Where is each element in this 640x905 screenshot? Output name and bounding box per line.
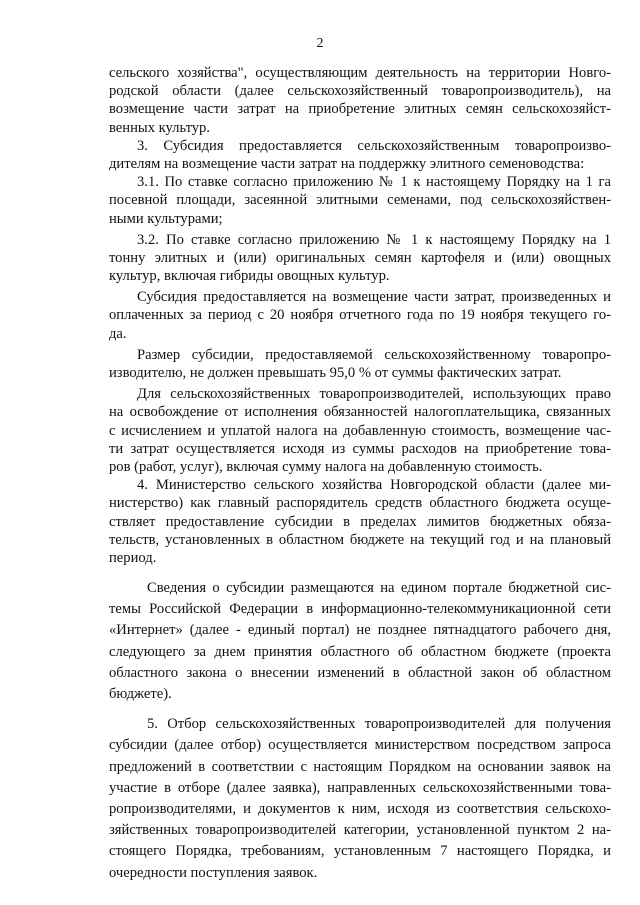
text-line: Субсидия предоставляется на возмещение части затрат, произведенных и <box>137 289 611 306</box>
text-line: ти затрат осуществляется исходя из суммы расходов на приобретение това- <box>109 440 611 457</box>
text-line: тонну элитных и (или) оригинальных семян картофеля и (или) овощных <box>109 249 611 266</box>
text-line: очередности поступления заявок. <box>109 864 318 881</box>
text-line: участие в отборе (далее заявка), направленных сельскохозяйственными това- <box>109 779 611 796</box>
text-line: «Интернет» (далее - единый портал) не позднее пятнадцатого рабочего дня, <box>109 622 611 639</box>
text-line: культур, включая гибриды овощных культур. <box>109 268 390 285</box>
text-line: темы Российской Федерации в информационно-телекоммуникационной сети <box>109 601 611 618</box>
text-line: ными культурами; <box>109 210 223 227</box>
text-line: ров (работ, услуг), включая сумму налога на добавленную стоимость. <box>109 458 543 475</box>
text-line: родской области (далее сельскохозяйственный товаропроизводитель), на <box>109 83 611 100</box>
text-line: Размер субсидии, предоставляемой сельскохозяйственному товаропро- <box>137 346 611 363</box>
text-line: тельств, установленных в областном бюджете на текущий год и на плановый <box>109 531 611 548</box>
text-line: на освобождение от исполнения обязанностей налогоплательщика, связанных <box>109 404 611 421</box>
text-line: период. <box>109 549 157 566</box>
text-line: возмещение части затрат на приобретение элитных семян сельскохозяйст- <box>109 101 611 118</box>
text-line: 5. Отбор сельскохозяйственных товаропроизводителей для получения <box>147 716 611 733</box>
text-line: субсидии (далее отбор) осуществляется министерством посредством запроса <box>109 737 611 754</box>
text-line: областного закона о внесении изменений в областной закон об областном <box>109 664 611 681</box>
text-line: венных культур. <box>109 119 211 136</box>
text-line: дителям на возмещение части затрат на поддержку элитного семеноводства: <box>109 155 585 172</box>
text-line: предложений в соответствии с настоящим Порядком на основании заявок на <box>109 758 611 775</box>
text-line: 4. Министерство сельского хозяйства Новгородской области (далее ми- <box>137 477 611 494</box>
text-line: стоящего Порядка, требованиям, установленным 7 настоящего Порядка, и <box>109 843 611 860</box>
text-line: Сведения о субсидии размещаются на едином портале бюджетной сис- <box>147 580 611 597</box>
text-line: ропроизводителями, и документов к ним, исходя из соответствия сельскохо- <box>109 800 611 817</box>
text-line: оплаченных за период с 20 ноября отчетного года по 19 ноября текущего го- <box>109 307 611 324</box>
text-line: 3.1. По ставке согласно приложению № 1 к настоящему Порядку на 1 га <box>137 174 611 191</box>
text-line: ствляет предоставление субсидии в пределах лимитов бюджетных обяза- <box>109 513 611 530</box>
text-line: следующего за днем принятия областного об областном бюджете (проекта <box>109 643 611 660</box>
text-line: сельского хозяйства", осуществляющим деятельность на территории Новго- <box>109 65 611 81</box>
page-number: 2 <box>316 36 324 51</box>
text-line: да. <box>109 325 127 342</box>
text-line: 3.2. По ставке согласно приложению № 1 к настоящему Порядку на 1 <box>137 231 611 248</box>
text-line: бюджете). <box>109 686 172 702</box>
text-line: 3. Субсидия предоставляется сельскохозяйственным товаропроизво- <box>137 137 611 154</box>
text-line: посевной площади, засеянной элитными семенами, под сельскохозяйствен- <box>109 192 611 209</box>
document-body <box>109 64 611 882</box>
text-line: Для сельскохозяйственных товаропроизводителей, использующих право <box>137 386 611 403</box>
text-line: с исчислением и уплатой налога на добавленную стоимость, возмещение час- <box>109 422 611 439</box>
text-line: нистерство) как главный распорядитель средств областного бюджета осуще- <box>109 495 611 512</box>
text-line: изводителю, не должен превышать 95,0 % от суммы фактических затрат. <box>109 365 562 381</box>
text-line: зяйственных товаропроизводителей категории, установленной пунктом 2 на- <box>109 822 611 839</box>
